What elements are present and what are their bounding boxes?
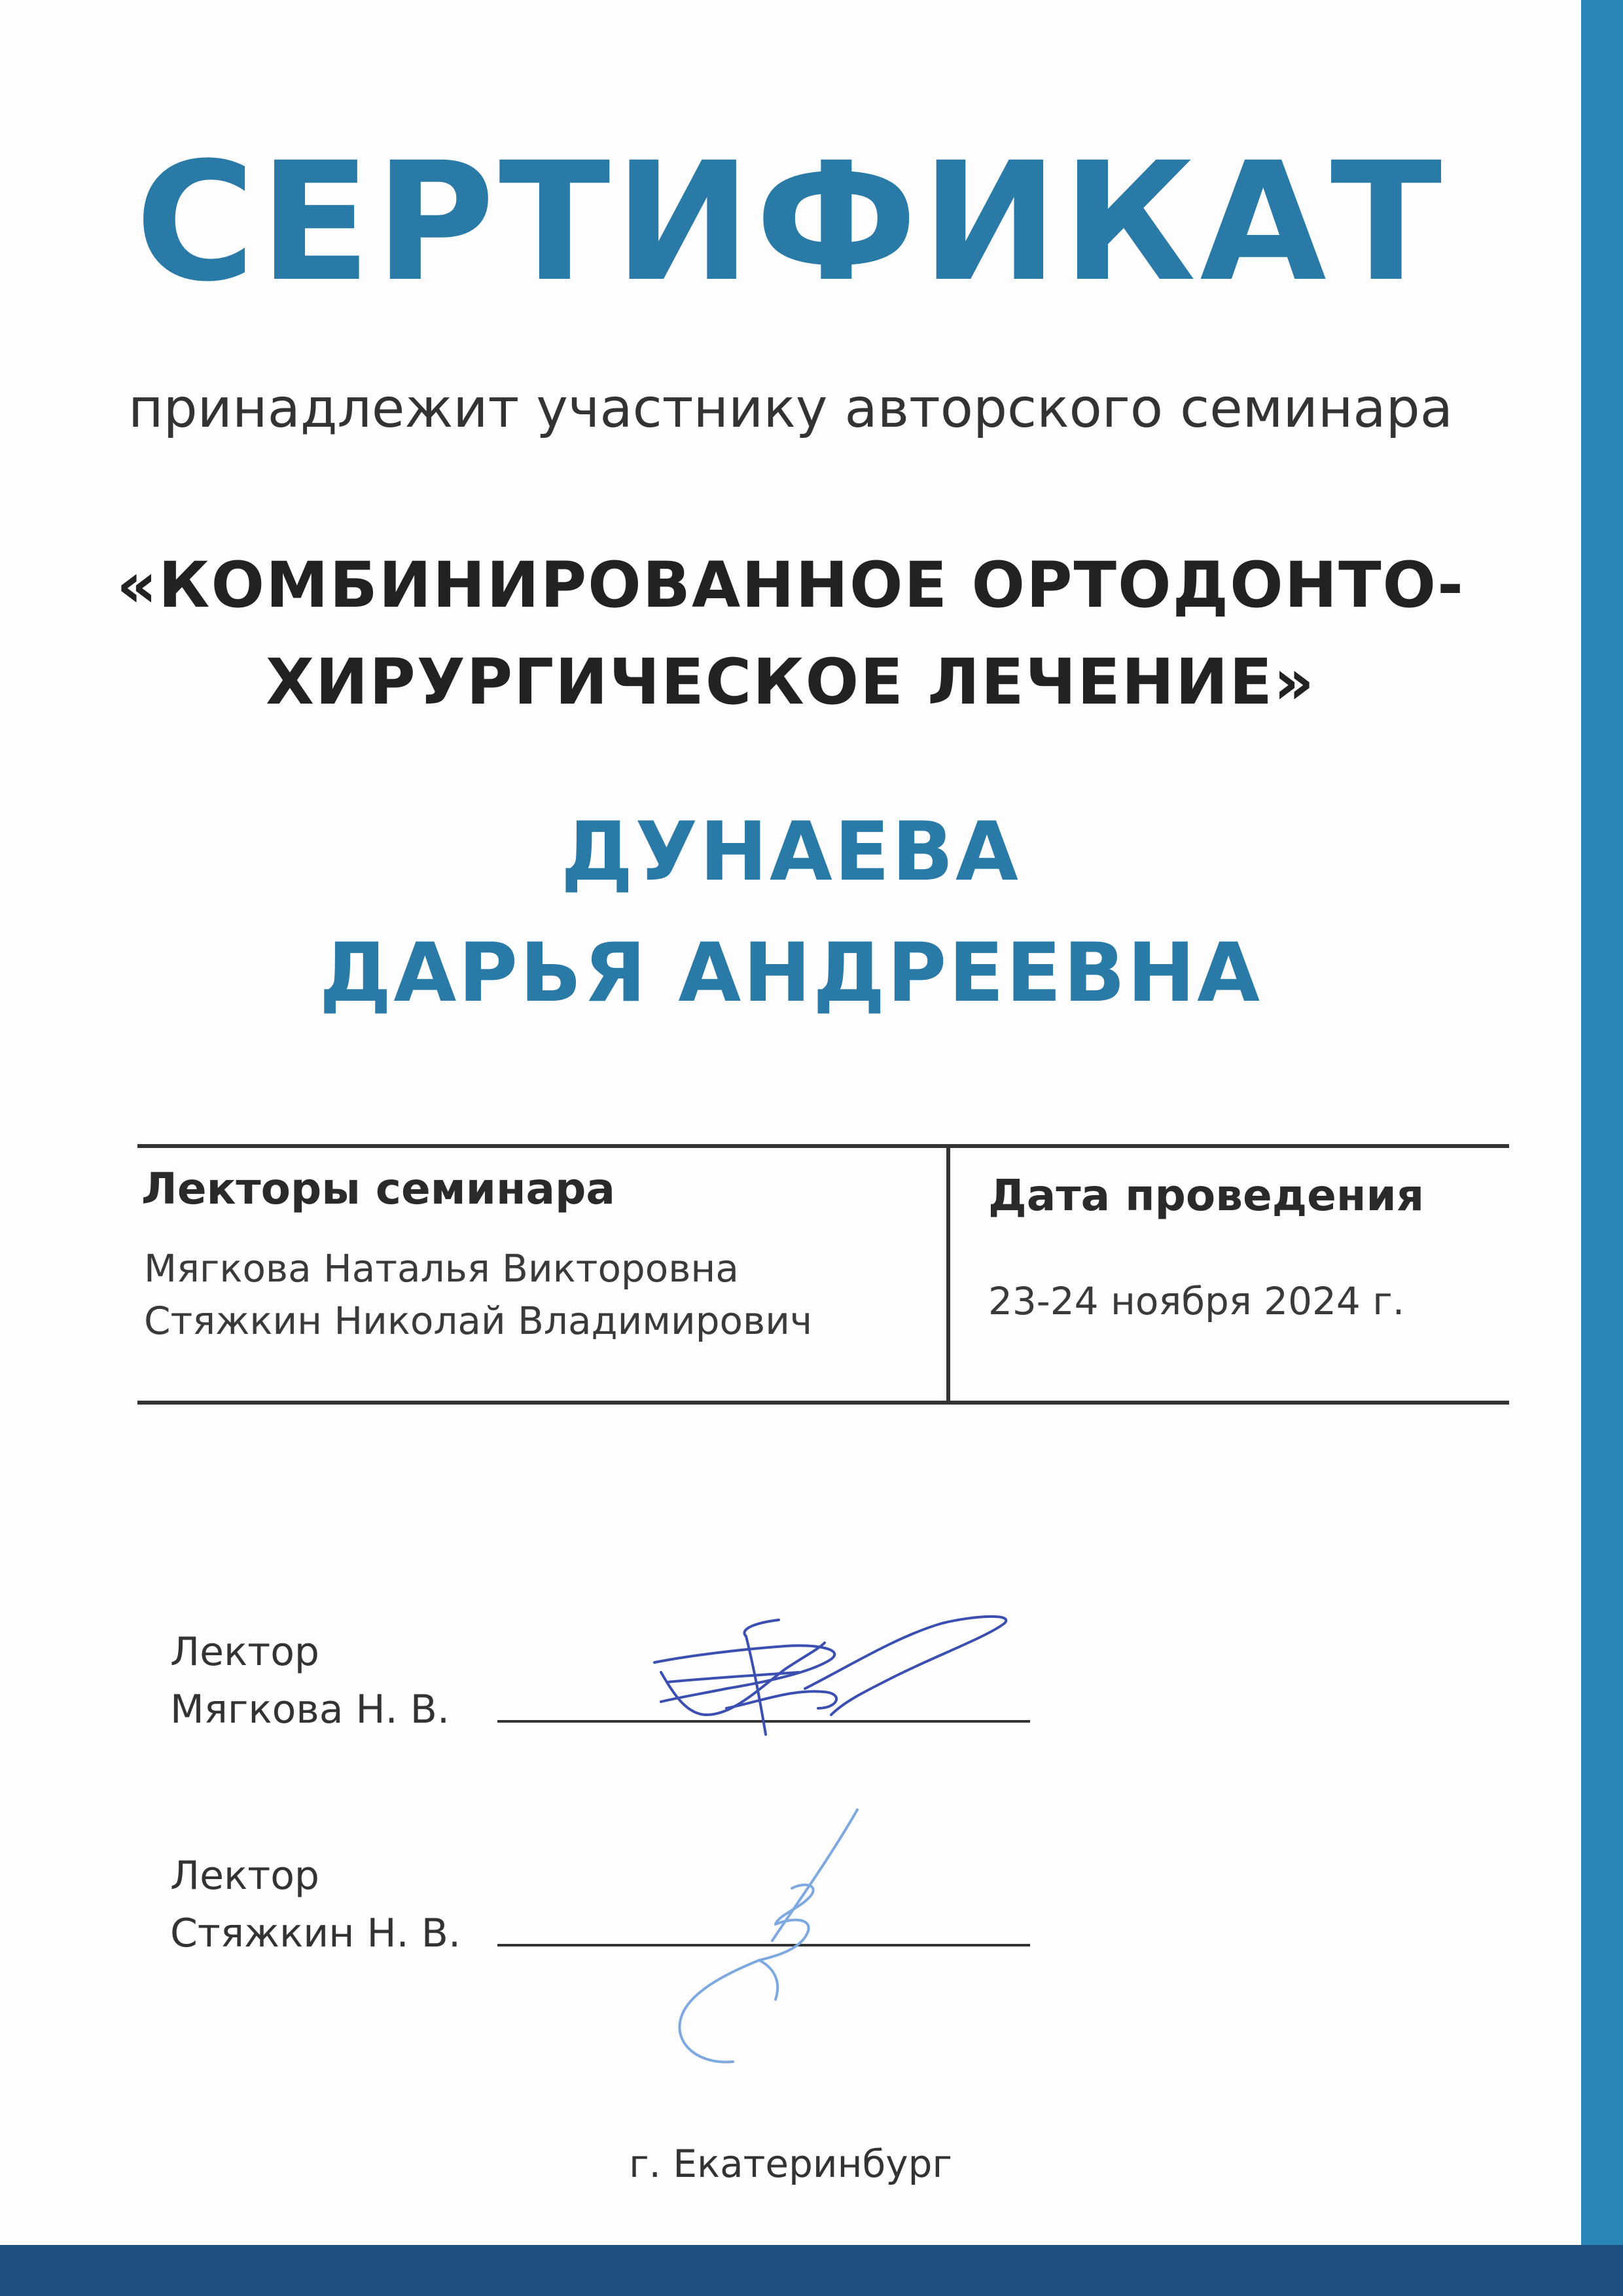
recipient-given-names: ДАРЬЯ АНДРЕЕВНА — [319, 926, 1262, 1020]
lecturer-name: Стяжкин Николай Владимирович — [144, 1299, 813, 1343]
lecturers-list — [144, 1242, 812, 1347]
certificate-subtitle: принадлежит участнику авторского семинара — [128, 378, 1453, 440]
seminar-title — [0, 537, 1581, 730]
signature-name: Стяжкин Н. В. — [170, 1910, 461, 1956]
table-bottom-rule — [137, 1401, 1509, 1405]
table-divider — [946, 1144, 950, 1405]
details-table — [137, 1144, 1509, 1405]
lecturer-name: Мягкова Наталья Викторовна — [144, 1246, 739, 1291]
right-decor-stripe — [1581, 0, 1623, 2296]
signature-name: Мягкова Н. В. — [170, 1687, 450, 1732]
lecturers-heading: Лекторы семинара — [141, 1164, 615, 1214]
signature-block-2 — [170, 1847, 461, 1962]
seminar-title-line-2: ХИРУРГИЧЕСКОЕ ЛЕЧЕНИЕ» — [265, 645, 1316, 719]
date-value: 23-24 ноября 2024 г. — [988, 1279, 1405, 1323]
bottom-decor-stripe — [0, 2245, 1623, 2296]
handwritten-signature-1 — [648, 1610, 1027, 1748]
signature-block-1 — [170, 1623, 450, 1738]
certificate-title: СЕРТИФИКАТ — [135, 127, 1446, 317]
handwritten-signature-2 — [661, 1803, 870, 2078]
city-footer: г. Екатеринбург — [629, 2142, 952, 2186]
seminar-title-line-1: «КОМБИНИРОВАННОЕ ОРТОДОНТО- — [116, 548, 1465, 622]
signature-role: Лектор — [170, 1629, 320, 1675]
recipient-surname: ДУНАЕВА — [561, 805, 1020, 899]
table-top-rule — [137, 1144, 1509, 1148]
signature-role: Лектор — [170, 1853, 320, 1899]
date-heading: Дата проведения — [988, 1170, 1425, 1221]
